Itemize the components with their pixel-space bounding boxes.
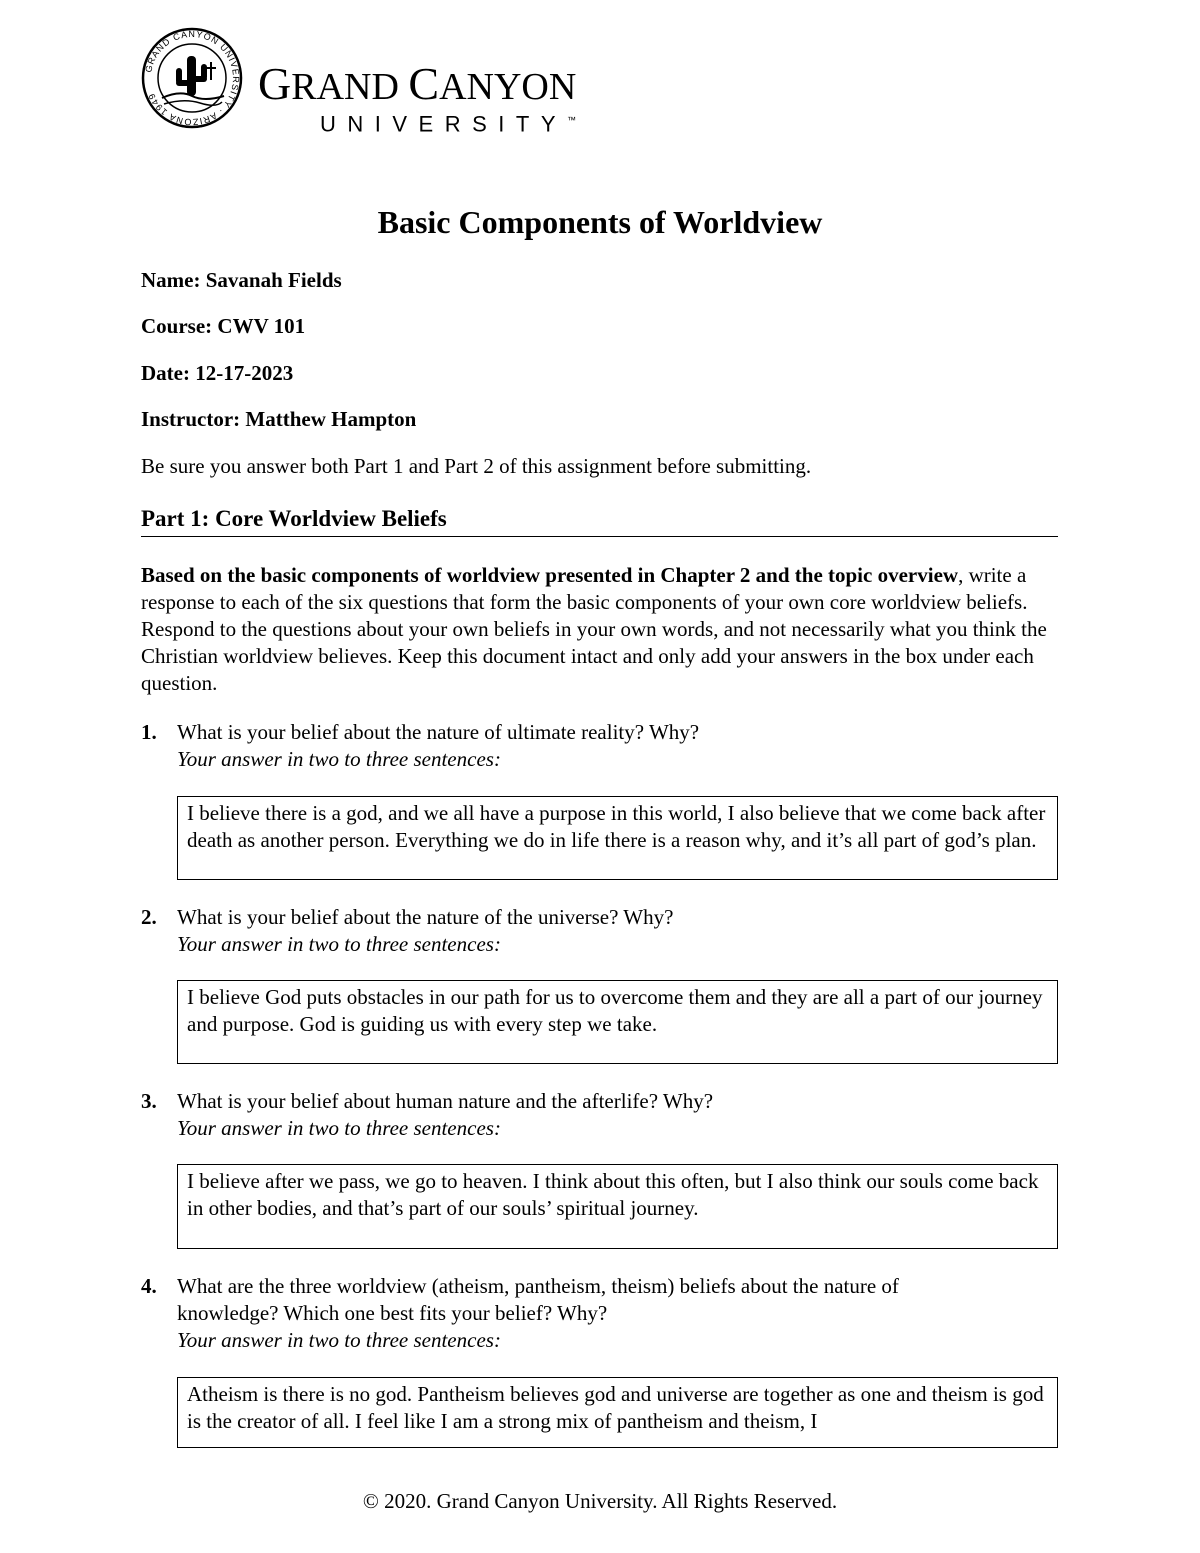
course-info: Course: CWV 101 <box>141 314 306 338</box>
question-text-line2: knowledge? Which one best fits your belief? Why? <box>177 1301 608 1325</box>
answer-prompt: Your answer in two to three sentences: <box>177 747 501 771</box>
instructions-text: , write a response to each of the six questions that form the basic components of your own core worldview beliefs. Respond to the questions about your own beliefs in your own words, and not necessarily what you think the Christian worldview believes. Keep this document intact and only add your answers in the box under each question. <box>141 563 1047 695</box>
part1-heading: Part 1: Core Worldview Beliefs <box>141 504 1058 537</box>
question-number: 4. <box>141 1274 157 1298</box>
document-title: Basic Components of Worldview <box>377 204 823 240</box>
instructions-paragraph <box>141 562 1066 697</box>
answer-box-2[interactable]: I believe God puts obstacles in our path for us to overcome them and they are all a part of our journey and purpose. God is guiding us with every step we take. <box>177 980 1058 1064</box>
question-text: What is your belief about the nature of the universe? Why? <box>177 905 674 929</box>
answer-box-3[interactable]: I believe after we pass, we go to heaven. I think about this often, but I also think our souls come back in other bodies, and that’s part of our souls’ spiritual journey. <box>177 1164 1058 1249</box>
logo-wordmark: GRAND CANYON <box>258 58 577 109</box>
university-seal-icon <box>140 26 245 131</box>
copyright-footer: © 2020. Grand Canyon University. All Rights Reserved. <box>362 1489 838 1513</box>
question-number: 3. <box>141 1089 157 1113</box>
answer-box-4[interactable]: Atheism is there is no god. Pantheism believes god and universe are together as one and theism is god is the creator of all. I feel like I am a strong mix of pantheism and theism, I <box>177 1377 1058 1448</box>
answer-box-1[interactable]: I believe there is a god, and we all have a purpose in this world, I also believe that we come back after death as another person. Everything we do in life there is a reason why, and it’s all part of god’s plan. <box>177 796 1058 880</box>
student-name: Name: Savanah Fields <box>141 268 342 292</box>
date-info: Date: 12-17-2023 <box>141 361 294 385</box>
svg-text:GRAND CANYON UNIVERSITY · ARIZ: GRAND CANYON UNIVERSITY · ARIZONA 1949 <box>143 28 242 128</box>
instructor-info: Instructor: Matthew Hampton <box>141 407 417 431</box>
answer-prompt: Your answer in two to three sentences: <box>177 1328 501 1352</box>
answer-prompt: Your answer in two to three sentences: <box>177 1116 501 1140</box>
question-number: 1. <box>141 720 157 744</box>
instructions-bold: Based on the basic components of worldview presented in Chapter 2 and the topic overview <box>141 563 959 587</box>
submission-note: Be sure you answer both Part 1 and Part 2 of this assignment before submitting. <box>141 454 812 478</box>
question-number: 2. <box>141 905 157 929</box>
question-text: What is your belief about human nature and the afterlife? Why? <box>177 1089 714 1113</box>
question-text: What is your belief about the nature of ultimate reality? Why? <box>177 720 700 744</box>
gcu-logo <box>140 26 620 136</box>
question-text-line1: What are the three worldview (atheism, pantheism, theism) beliefs about the nature of <box>177 1274 899 1298</box>
answer-prompt: Your answer in two to three sentences: <box>177 932 501 956</box>
logo-subtitle: UNIVERSITY™ <box>320 111 577 137</box>
